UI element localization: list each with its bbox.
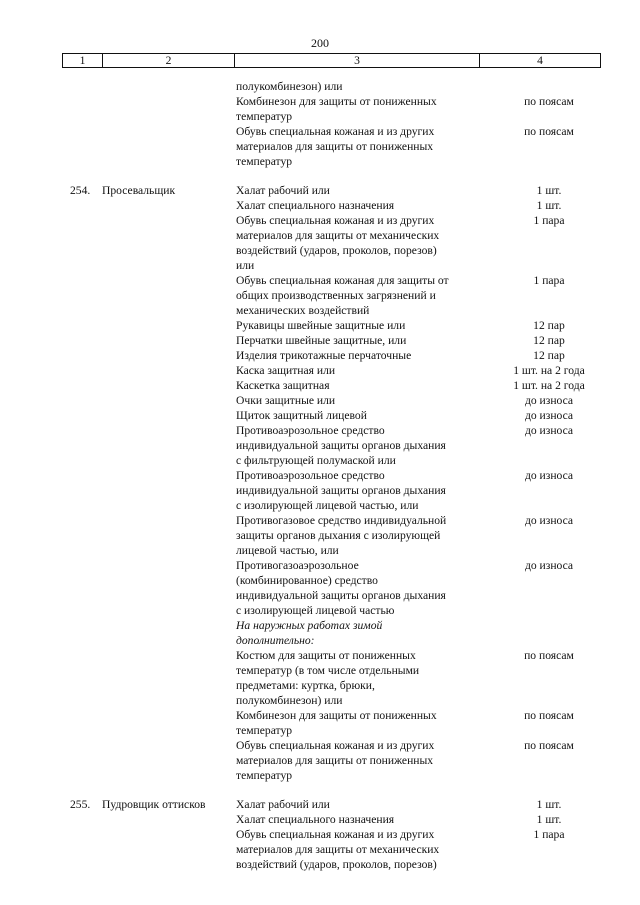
issue-norm: 1 шт.	[536, 798, 562, 811]
item-number	[62, 723, 102, 738]
profession-name	[102, 663, 236, 678]
item-number	[62, 438, 102, 453]
ppe-item-text: материалов для защиты от пониженных	[236, 754, 434, 767]
item-number	[62, 109, 102, 124]
issue-norm: 12 пар	[533, 334, 565, 347]
ppe-item-text: Обувь специальная кожаная и из других	[236, 739, 435, 752]
issue-norm	[476, 79, 600, 94]
issue-norm	[476, 109, 600, 124]
issue-norm	[476, 453, 600, 468]
column-header-4: 4	[480, 54, 601, 68]
item-number	[62, 678, 102, 693]
issue-norm	[476, 573, 600, 588]
item-number: 255.	[70, 798, 91, 811]
profession-name	[102, 543, 236, 558]
ppe-item-text: с фильтрующей полумаской или	[236, 454, 396, 467]
issue-norm	[476, 288, 600, 303]
profession-name	[102, 318, 236, 333]
ppe-item-text: полукомбинезон) или	[236, 80, 343, 93]
profession-name	[102, 109, 236, 124]
item-number	[62, 228, 102, 243]
table-row	[62, 198, 600, 213]
profession-name	[102, 857, 236, 872]
ppe-item-text: На наружных работах зимой	[236, 619, 383, 632]
ppe-item-text: индивидуальной защиты органов дыхания	[236, 484, 446, 497]
item-number	[62, 288, 102, 303]
column-header-2: 2	[103, 54, 235, 68]
ppe-item-text: температур (в том числе отдельными	[236, 664, 420, 677]
item-number	[62, 154, 102, 169]
table-row	[62, 258, 600, 273]
item-number	[62, 198, 102, 213]
profession-name	[102, 154, 236, 169]
column-header-3: 3	[235, 54, 480, 68]
item-number	[62, 768, 102, 783]
issue-norm	[476, 528, 600, 543]
issue-norm	[476, 603, 600, 618]
table-row	[62, 723, 600, 738]
ppe-item-text: температур	[236, 769, 293, 782]
item-number	[62, 408, 102, 423]
issue-norm: до износа	[524, 394, 574, 407]
ppe-item-text: Комбинезон для защиты от пониженных	[236, 709, 437, 722]
profession-name	[102, 723, 236, 738]
issue-norm: по поясам	[524, 649, 574, 662]
profession-name	[102, 513, 236, 528]
group-separator	[62, 169, 600, 183]
item-number	[62, 528, 102, 543]
item-number	[62, 648, 102, 663]
issue-norm	[476, 543, 600, 558]
profession-name	[102, 588, 236, 603]
issue-norm: 12 пар	[533, 349, 565, 362]
item-number	[62, 603, 102, 618]
table-row	[62, 423, 600, 438]
profession-group	[62, 79, 600, 169]
table-row	[62, 678, 600, 693]
ppe-item-text: Халат специального назначения	[236, 813, 395, 826]
profession-name: Пудровщик оттисков	[102, 798, 206, 811]
issue-norm	[476, 139, 600, 154]
ppe-item-text: Очки защитные или	[236, 394, 336, 407]
item-number	[62, 827, 102, 842]
table-row	[62, 513, 600, 528]
item-number	[62, 348, 102, 363]
ppe-item-text: Халат рабочий или	[236, 184, 330, 197]
item-number	[62, 573, 102, 588]
table-row	[62, 558, 600, 573]
issue-norm	[476, 693, 600, 708]
ppe-item-text: материалов для защиты от механических	[236, 229, 440, 242]
profession-name	[102, 408, 236, 423]
table-row	[62, 378, 600, 393]
ppe-item-text: Обувь специальная кожаная и из других	[236, 125, 435, 138]
ppe-item-text: Щиток защитный лицевой	[236, 409, 367, 422]
item-number	[62, 303, 102, 318]
profession-name	[102, 708, 236, 723]
table-row	[62, 303, 600, 318]
issue-norm	[476, 723, 600, 738]
item-number	[62, 139, 102, 154]
item-number	[62, 558, 102, 573]
ppe-item-text: Обувь специальная кожаная и из других	[236, 214, 435, 227]
item-number	[62, 468, 102, 483]
ppe-item-text: температур	[236, 110, 293, 123]
ppe-item-text: Костюм для защиты от пониженных	[236, 649, 416, 662]
ppe-item-text: лицевой частью, или	[236, 544, 339, 557]
profession-name	[102, 618, 236, 633]
profession-name	[102, 468, 236, 483]
issue-norm	[476, 243, 600, 258]
profession-name	[102, 648, 236, 663]
item-number: 254.	[70, 184, 91, 197]
ppe-item-text: Каска защитная или	[236, 364, 336, 377]
column-header-table	[62, 53, 601, 68]
ppe-item-text: материалов для защиты от пониженных	[236, 140, 434, 153]
profession-name	[102, 124, 236, 139]
profession-group	[62, 797, 600, 872]
ppe-item-text: Противогазоаэрозольное	[236, 559, 359, 572]
profession-name: Просевальщик	[102, 184, 176, 197]
item-number	[62, 483, 102, 498]
profession-name	[102, 603, 236, 618]
table-row	[62, 273, 600, 288]
item-number	[62, 663, 102, 678]
column-header-row	[63, 54, 601, 68]
issue-norm: по поясам	[524, 739, 574, 752]
issue-norm: 1 пара	[533, 274, 565, 287]
item-number	[62, 812, 102, 827]
ppe-item-text: Обувь специальная кожаная для защиты от	[236, 274, 449, 287]
profession-name	[102, 753, 236, 768]
item-number	[62, 453, 102, 468]
issue-norm: 12 пар	[533, 319, 565, 332]
item-number	[62, 633, 102, 648]
issue-norm	[476, 228, 600, 243]
profession-name	[102, 438, 236, 453]
table-row	[62, 348, 600, 363]
issue-norm	[476, 663, 600, 678]
profession-name	[102, 842, 236, 857]
item-number	[62, 588, 102, 603]
table-row	[62, 468, 600, 483]
table-row	[62, 648, 600, 663]
table-row	[62, 588, 600, 603]
profession-name	[102, 378, 236, 393]
table-row	[62, 213, 600, 228]
ppe-item-text: воздействий (ударов, проколов, порезов)	[236, 858, 437, 871]
document-body	[62, 79, 600, 872]
item-number	[62, 273, 102, 288]
table-row	[62, 94, 600, 109]
item-number	[62, 857, 102, 872]
table-row	[62, 543, 600, 558]
profession-name	[102, 678, 236, 693]
ppe-item-text: Халат рабочий или	[236, 798, 330, 811]
table-row	[62, 857, 600, 872]
table-row	[62, 753, 600, 768]
profession-name	[102, 139, 236, 154]
ppe-item-text: с изолирующей лицевой частью, или	[236, 499, 419, 512]
table-row	[62, 183, 600, 198]
item-number	[62, 258, 102, 273]
item-number	[62, 243, 102, 258]
profession-name	[102, 348, 236, 363]
issue-norm	[476, 857, 600, 872]
item-number	[62, 393, 102, 408]
table-row	[62, 288, 600, 303]
item-number	[62, 94, 102, 109]
item-number	[62, 708, 102, 723]
issue-norm: 1 шт. на 2 года	[513, 379, 585, 392]
item-number	[62, 693, 102, 708]
profession-name	[102, 393, 236, 408]
profession-name	[102, 827, 236, 842]
issue-norm	[476, 258, 600, 273]
table-row	[62, 453, 600, 468]
table-row	[62, 363, 600, 378]
ppe-item-text: общих производственных загрязнений и	[236, 289, 436, 302]
issue-norm	[476, 588, 600, 603]
profession-name	[102, 273, 236, 288]
ppe-item-text: Перчатки швейные защитные, или	[236, 334, 407, 347]
column-header-1: 1	[63, 54, 103, 68]
profession-name	[102, 303, 236, 318]
issue-norm: по поясам	[524, 125, 574, 138]
profession-name	[102, 768, 236, 783]
issue-norm: по поясам	[524, 709, 574, 722]
table-row	[62, 333, 600, 348]
ppe-item-text: воздействий (ударов, проколов, порезов)	[236, 244, 437, 257]
profession-name	[102, 213, 236, 228]
ppe-item-text: дополнительно:	[236, 634, 315, 647]
profession-name	[102, 528, 236, 543]
issue-norm	[476, 498, 600, 513]
profession-name	[102, 198, 236, 213]
table-row	[62, 139, 600, 154]
issue-norm: по поясам	[524, 95, 574, 108]
item-number	[62, 423, 102, 438]
issue-norm	[476, 303, 600, 318]
profession-name	[102, 363, 236, 378]
ppe-item-text: индивидуальной защиты органов дыхания	[236, 439, 446, 452]
issue-norm: 1 пара	[533, 828, 565, 841]
table-row	[62, 797, 600, 812]
table-row	[62, 827, 600, 842]
ppe-item-text: защиты органов дыхания с изолирующей	[236, 529, 441, 542]
profession-name	[102, 693, 236, 708]
issue-norm	[476, 633, 600, 648]
issue-norm	[476, 618, 600, 633]
profession-name	[102, 94, 236, 109]
issue-norm: 1 шт.	[536, 813, 562, 826]
item-number	[62, 753, 102, 768]
table-row	[62, 483, 600, 498]
table-row	[62, 708, 600, 723]
issue-norm	[476, 483, 600, 498]
issue-norm	[476, 753, 600, 768]
table-row	[62, 693, 600, 708]
table-row	[62, 618, 600, 633]
table-row	[62, 438, 600, 453]
table-row	[62, 109, 600, 124]
ppe-item-text: Каскетка защитная	[236, 379, 330, 392]
table-row	[62, 154, 600, 169]
table-row	[62, 812, 600, 827]
table-row	[62, 768, 600, 783]
group-separator	[62, 783, 600, 797]
issue-norm	[476, 768, 600, 783]
table-row	[62, 633, 600, 648]
issue-norm: 1 пара	[533, 214, 565, 227]
ppe-item-text: Рукавицы швейные защитные или	[236, 319, 406, 332]
ppe-item-text: температур	[236, 155, 293, 168]
issue-norm	[476, 154, 600, 169]
ppe-item-text: Изделия трикотажные перчаточные	[236, 349, 412, 362]
issue-norm: 1 шт.	[536, 199, 562, 212]
issue-norm: до износа	[524, 424, 574, 437]
profession-name	[102, 738, 236, 753]
item-number	[62, 543, 102, 558]
issue-norm: до износа	[524, 559, 574, 572]
issue-norm	[476, 438, 600, 453]
item-number	[62, 124, 102, 139]
profession-group	[62, 183, 600, 783]
issue-norm: до износа	[524, 469, 574, 482]
table-row	[62, 498, 600, 513]
table-row	[62, 573, 600, 588]
ppe-item-text: индивидуальной защиты органов дыхания	[236, 589, 446, 602]
ppe-item-text: полукомбинезон) или	[236, 694, 343, 707]
profession-name	[102, 558, 236, 573]
ppe-item-text: материалов для защиты от механических	[236, 843, 440, 856]
item-number	[62, 513, 102, 528]
issue-norm: 1 шт.	[536, 184, 562, 197]
ppe-item-text: или	[236, 259, 255, 272]
item-number	[62, 318, 102, 333]
profession-name	[102, 258, 236, 273]
item-number	[62, 213, 102, 228]
ppe-item-text: Противоаэрозольное средство	[236, 469, 385, 482]
profession-name	[102, 423, 236, 438]
table-row	[62, 243, 600, 258]
table-row	[62, 663, 600, 678]
item-number	[62, 378, 102, 393]
item-number	[62, 79, 102, 94]
profession-name	[102, 288, 236, 303]
table-row	[62, 842, 600, 857]
issue-norm: до износа	[524, 409, 574, 422]
profession-name	[102, 633, 236, 648]
item-number	[62, 363, 102, 378]
ppe-item-text: механических воздействий	[236, 304, 370, 317]
ppe-item-text: с изолирующей лицевой частью	[236, 604, 395, 617]
table-row	[62, 528, 600, 543]
profession-name	[102, 453, 236, 468]
issue-norm: до износа	[524, 514, 574, 527]
table-row	[62, 124, 600, 139]
table-row	[62, 408, 600, 423]
ppe-item-text: предметами: куртка, брюки,	[236, 679, 375, 692]
issue-norm: 1 шт. на 2 года	[513, 364, 585, 377]
profession-name	[102, 333, 236, 348]
profession-name	[102, 228, 236, 243]
profession-name	[102, 483, 236, 498]
table-row	[62, 79, 600, 94]
ppe-item-text: температур	[236, 724, 293, 737]
profession-name	[102, 573, 236, 588]
table-row	[62, 393, 600, 408]
ppe-item-text: Обувь специальная кожаная и из других	[236, 828, 435, 841]
table-row	[62, 603, 600, 618]
profession-name	[102, 812, 236, 827]
issue-norm	[476, 678, 600, 693]
profession-name	[102, 498, 236, 513]
ppe-item-text: Противоаэрозольное средство	[236, 424, 385, 437]
ppe-item-text: Халат специального назначения	[236, 199, 395, 212]
page-number: 200	[311, 36, 329, 50]
item-number	[62, 618, 102, 633]
table-row	[62, 228, 600, 243]
ppe-item-text: Противогазовое средство индивидуальной	[236, 514, 447, 527]
profession-name	[102, 243, 236, 258]
item-number	[62, 498, 102, 513]
table-row	[62, 318, 600, 333]
ppe-item-text: Комбинезон для защиты от пониженных	[236, 95, 437, 108]
table-row	[62, 738, 600, 753]
issue-norm	[476, 842, 600, 857]
item-number	[62, 842, 102, 857]
item-number	[62, 738, 102, 753]
item-number	[62, 333, 102, 348]
ppe-item-text: (комбинированное) средство	[236, 574, 378, 587]
profession-name	[102, 79, 236, 94]
